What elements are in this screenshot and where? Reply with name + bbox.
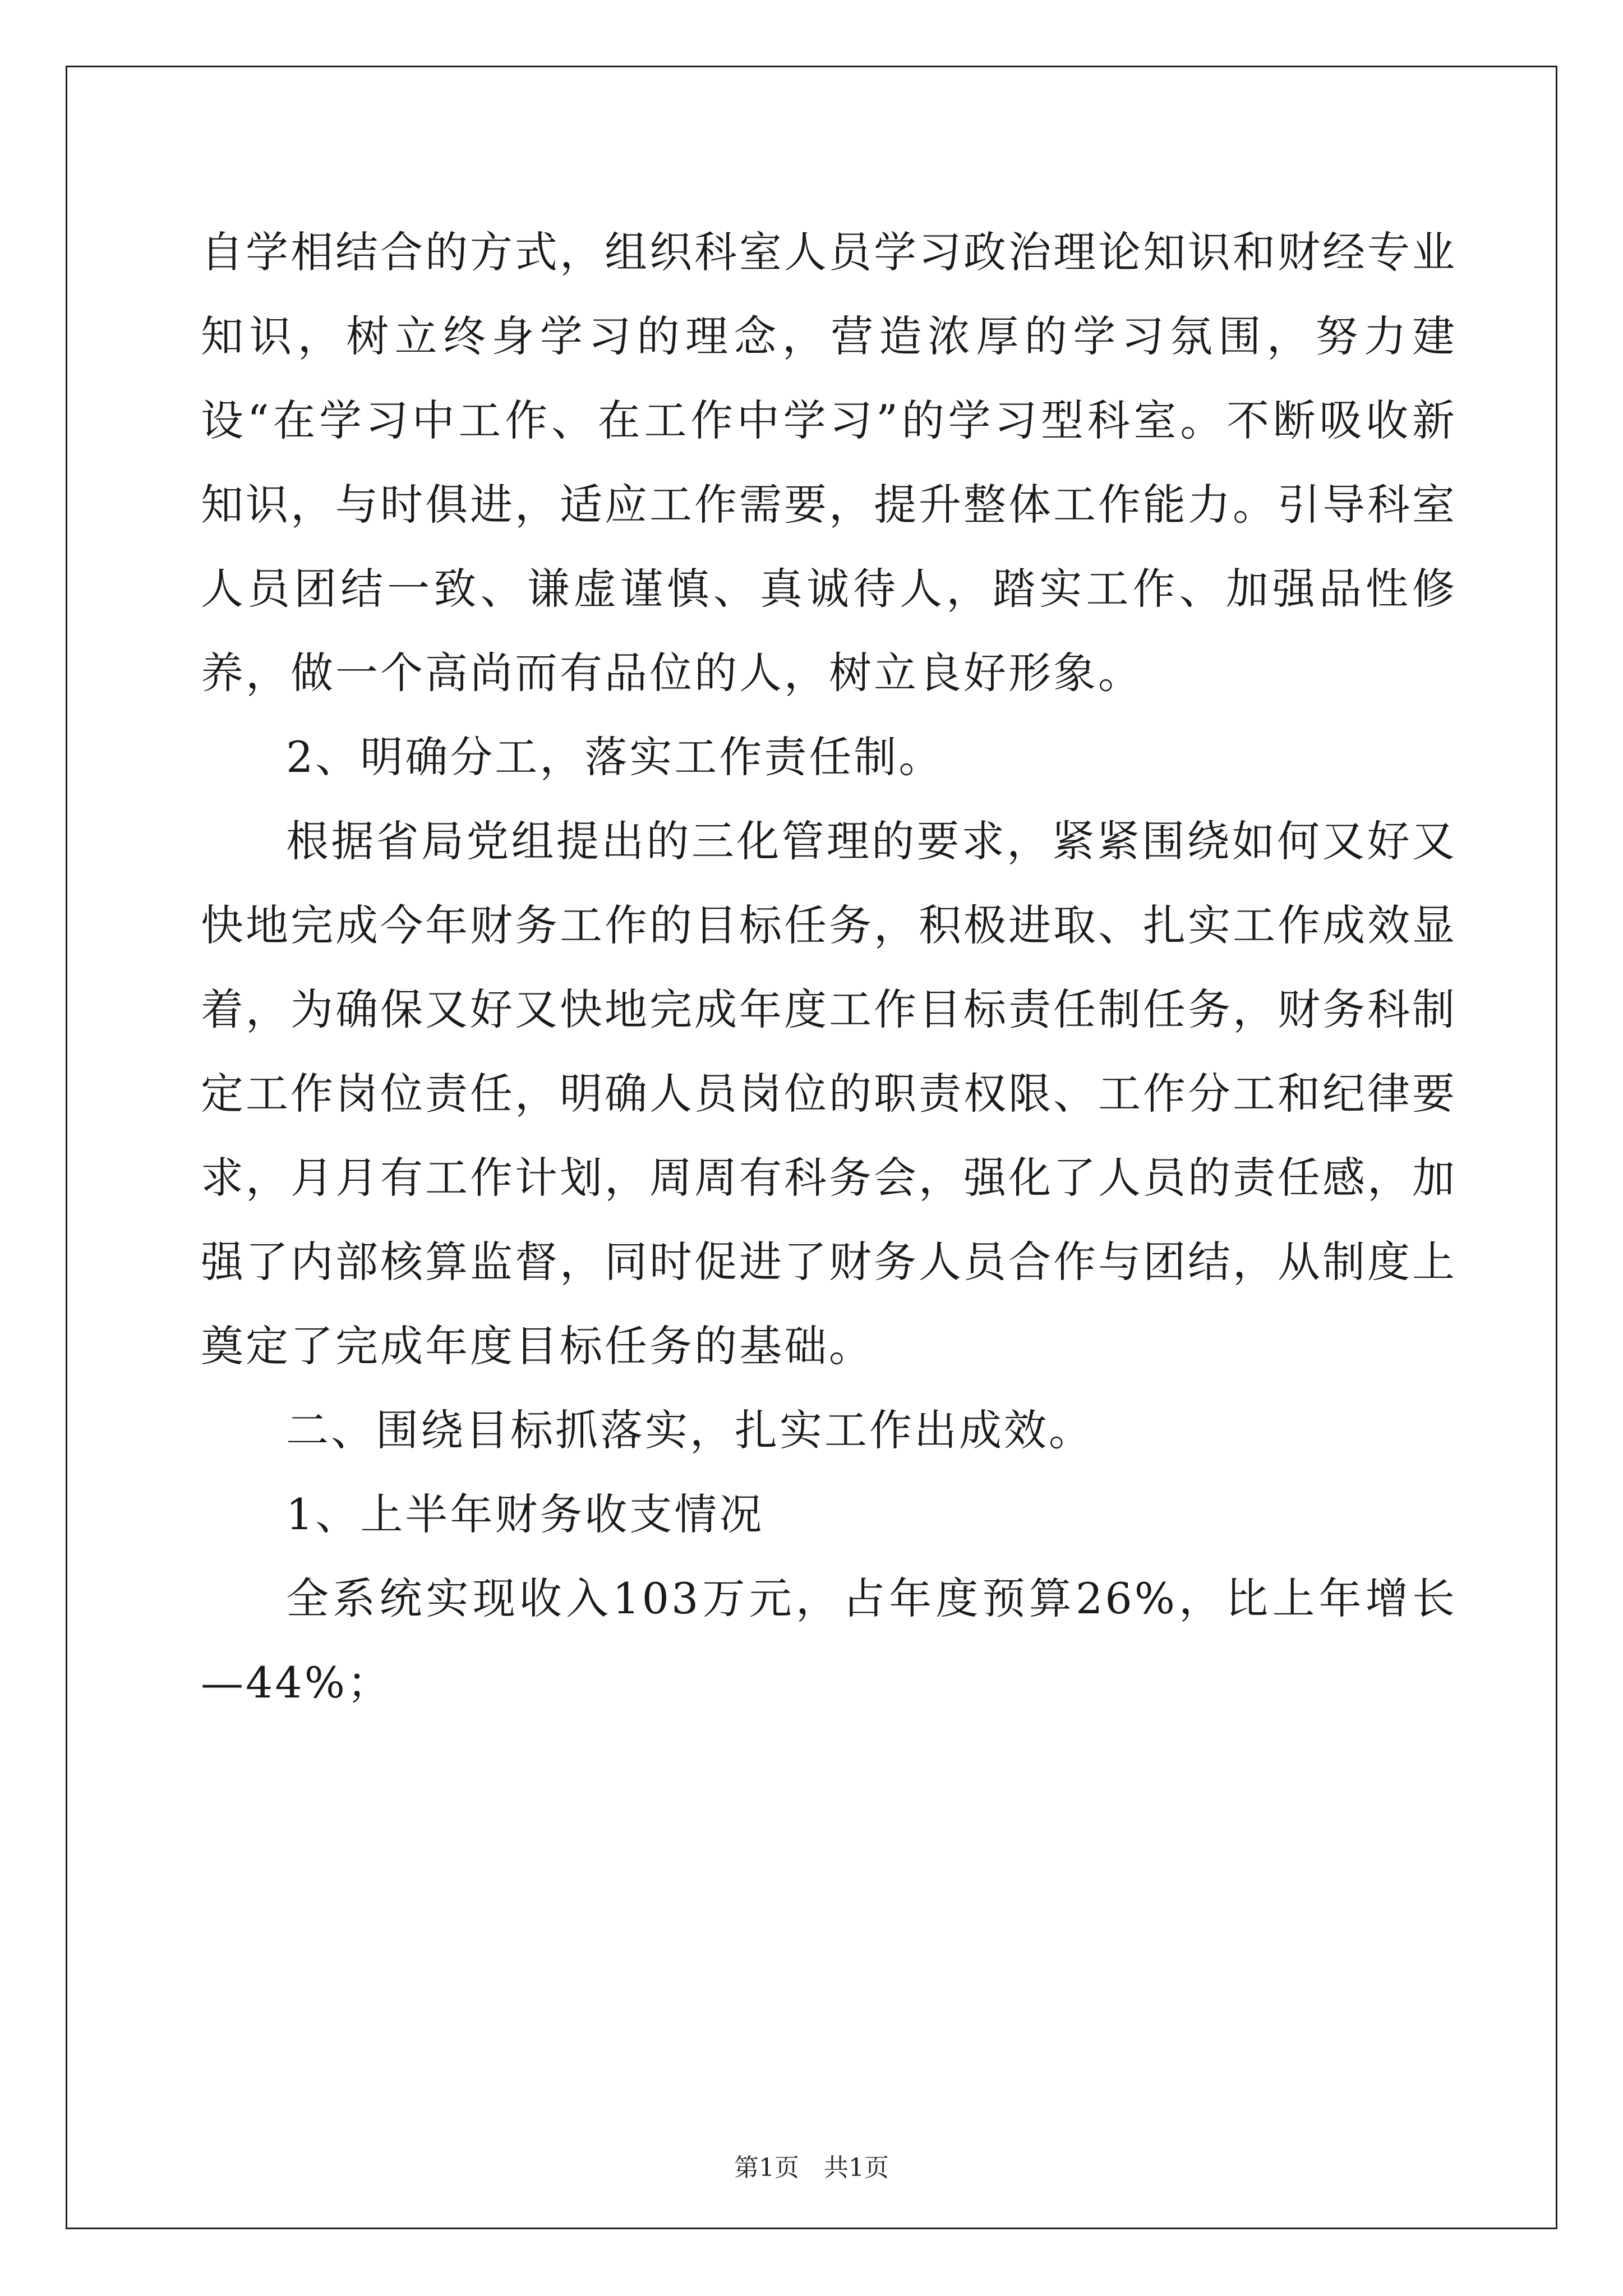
section-heading-2: 2、明确分工，落实工作责任制。 [286,732,944,782]
paragraph-continuation: 自学相结合的方式，组织科室人员学习政治理论知识和财经专业知识，树立终身学习的理念，营造浓厚的学习氛围，努力建设“在学习中工作、在工作中学习”的学习型科室。不断吸收新知识，与时俱进，适应工作需要，提升整体工作能力。引导科室人员团结一致、谦虚谨慎、真诚待人，踏实工作、加强品性修养，做一个高尚而有品位的人，树立良好形象。 [201,227,1457,698]
section-heading-1: 1、上半年财务收支情况 [286,1489,764,1539]
section-heading-two: 二、围绕目标抓落实，扎实工作出成效。 [286,1405,1094,1455]
page-footer [0,2151,1623,2185]
paragraph-revenue: 全系统实现收入103万元，占年度预算26%，比上年增长—44%； [201,1573,1457,1708]
page-total: 共1页 [824,2154,889,2182]
document-body [201,210,1457,1725]
page-number: 第1页 [734,2154,799,2182]
paragraph-responsibility: 根据省局党组提出的三化管理的要求，紧紧围绕如何又好又快地完成今年财务工作的目标任务，积极进取、扎实工作成效显着，为确保又好又快地完成年度工作目标责任制任务，财务科制定工作岗位责任，明确人员岗位的职责权限、工作分工和纪律要求，月月有工作计划，周周有科务会，强化了人员的责任感，加强了内部核算监督，同时促进了财务人员合作与团结，从制度上奠定了完成年度目标任务的基础。 [201,816,1457,1371]
